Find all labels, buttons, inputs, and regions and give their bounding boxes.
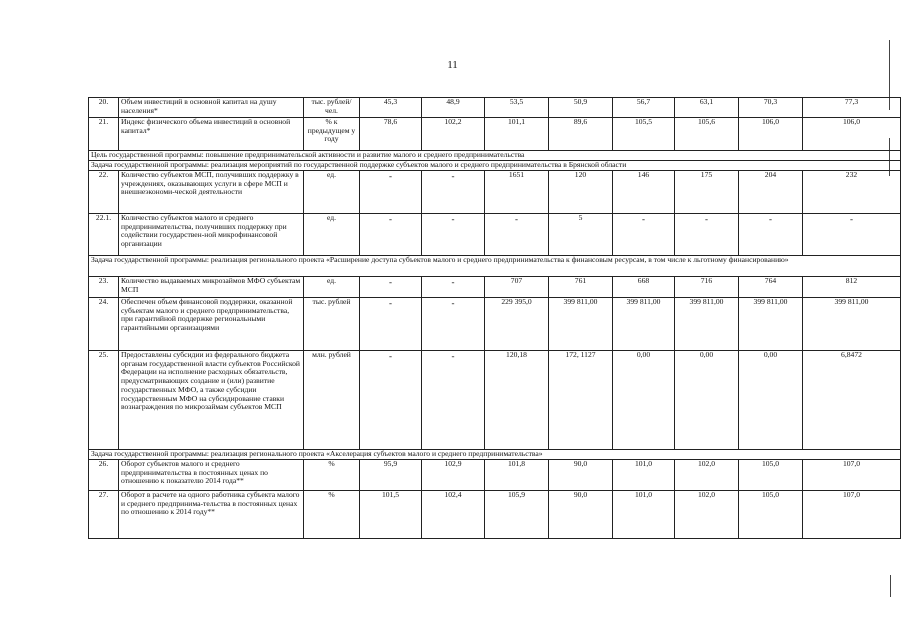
section-heading: Задача государственной программы: реализация регионального проекта «Акселерация субъектов малого и среднего предпринимательства» bbox=[89, 450, 901, 460]
section-heading: Задача государственной программы: реализация мероприятий по государственной поддержке субъектов малого и среднего предпринимательства в Брянской области bbox=[89, 161, 901, 171]
indicator-name: Предоставлены субсидии из федерального бюджета органам государственной власти субъектов Российской Федерации на исполнение расходных обязательств, предусматривающих создание и (или) развитие государственных МФО, а также субсидии государственным МФО на субсидирование ставки вознаграждения по микрозаймам субъектов МСП bbox=[119, 351, 304, 450]
value-cell: 399 811,00 bbox=[675, 298, 739, 351]
value-cell: 105,9 bbox=[485, 491, 549, 539]
value-cell: 812 bbox=[803, 277, 901, 298]
section-row bbox=[89, 161, 901, 171]
unit-cell: ед. bbox=[304, 171, 360, 214]
value-cell: 78,6 bbox=[360, 118, 422, 151]
value-cell: - bbox=[485, 214, 549, 256]
value-cell: 232 bbox=[803, 171, 901, 214]
value-cell: 101,0 bbox=[613, 491, 675, 539]
value-cell: 90,0 bbox=[549, 491, 613, 539]
value-cell: 120 bbox=[549, 171, 613, 214]
value-cell: 5 bbox=[549, 214, 613, 256]
value-cell: 102,2 bbox=[422, 118, 485, 151]
value-cell: 48,9 bbox=[422, 98, 485, 118]
value-cell: 101,8 bbox=[485, 460, 549, 491]
section-row bbox=[89, 256, 901, 277]
page-number: 11 bbox=[447, 59, 458, 71]
indicator-row bbox=[89, 277, 901, 298]
value-cell: 107,0 bbox=[803, 460, 901, 491]
value-cell: 45,3 bbox=[360, 98, 422, 118]
value-cell: 105,0 bbox=[739, 491, 803, 539]
unit-cell: млн. рублей bbox=[304, 351, 360, 450]
row-number: 23. bbox=[89, 277, 119, 298]
value-cell: 120,18 bbox=[485, 351, 549, 450]
row-number: 26. bbox=[89, 460, 119, 491]
value-cell: 172, 1127 bbox=[549, 351, 613, 450]
value-cell: - bbox=[675, 214, 739, 256]
indicator-name: Оборот в расчете на одного работника субъекта малого и среднего предпринима-тельства в постоянных ценах по отношению к 2014 году** bbox=[119, 491, 304, 539]
value-cell: - bbox=[360, 351, 422, 450]
value-cell: 102,9 bbox=[422, 460, 485, 491]
indicator-row bbox=[89, 171, 901, 214]
row-number: 21. bbox=[89, 118, 119, 151]
value-cell: 89,6 bbox=[549, 118, 613, 151]
value-cell: - bbox=[360, 277, 422, 298]
section-row bbox=[89, 151, 901, 161]
value-cell: 95,9 bbox=[360, 460, 422, 491]
unit-cell: ед. bbox=[304, 214, 360, 256]
value-cell: 399 811,00 bbox=[549, 298, 613, 351]
value-cell: 0,00 bbox=[613, 351, 675, 450]
value-cell: 761 bbox=[549, 277, 613, 298]
value-cell: 668 bbox=[613, 277, 675, 298]
value-cell: - bbox=[360, 171, 422, 214]
value-cell: 399 811,00 bbox=[803, 298, 901, 351]
value-cell: - bbox=[422, 277, 485, 298]
value-cell: 50,9 bbox=[549, 98, 613, 118]
value-cell: 0,00 bbox=[675, 351, 739, 450]
indicator-row bbox=[89, 460, 901, 491]
value-cell: 70,3 bbox=[739, 98, 803, 118]
value-cell: 399 811,00 bbox=[739, 298, 803, 351]
indicator-name: Объем инвестиций в основной капитал на душу населения* bbox=[119, 98, 304, 118]
value-cell: 101,0 bbox=[613, 460, 675, 491]
value-cell: 90,0 bbox=[549, 460, 613, 491]
indicator-row bbox=[89, 214, 901, 256]
indicator-row bbox=[89, 98, 901, 118]
value-cell: - bbox=[422, 351, 485, 450]
value-cell: 106,0 bbox=[803, 118, 901, 151]
value-cell: 204 bbox=[739, 171, 803, 214]
value-cell: 102,0 bbox=[675, 460, 739, 491]
value-cell: 229 395,0 bbox=[485, 298, 549, 351]
indicator-row bbox=[89, 118, 901, 151]
section-row bbox=[89, 450, 901, 460]
value-cell: 63,1 bbox=[675, 98, 739, 118]
value-cell: 106,0 bbox=[739, 118, 803, 151]
indicator-row bbox=[89, 491, 901, 539]
value-cell: 53,5 bbox=[485, 98, 549, 118]
unit-cell: тыс. рублей bbox=[304, 298, 360, 351]
value-cell: - bbox=[422, 298, 485, 351]
indicator-name: Индекс физического объема инвестиций в основной капитал* bbox=[119, 118, 304, 151]
row-number: 25. bbox=[89, 351, 119, 450]
row-number: 20. bbox=[89, 98, 119, 118]
unit-cell: ед. bbox=[304, 277, 360, 298]
row-number: 22. bbox=[89, 171, 119, 214]
value-cell: 101,1 bbox=[485, 118, 549, 151]
value-cell: 764 bbox=[739, 277, 803, 298]
value-cell: 707 bbox=[485, 277, 549, 298]
unit-cell: % bbox=[304, 491, 360, 539]
value-cell: 175 bbox=[675, 171, 739, 214]
value-cell: 399 811,00 bbox=[613, 298, 675, 351]
value-cell: - bbox=[422, 171, 485, 214]
indicator-name: Количество субъектов МСП, получивших поддержку в учреждениях, оказывающих услуги в сфере МСП и внешнеэкономи-ческой деятельности bbox=[119, 171, 304, 214]
indicator-row bbox=[89, 351, 901, 450]
unit-cell: тыс. рублей/чел. bbox=[304, 98, 360, 118]
indicators-table bbox=[88, 97, 901, 539]
value-cell: 102,0 bbox=[675, 491, 739, 539]
unit-cell: % bbox=[304, 460, 360, 491]
value-cell: 6,8472 bbox=[803, 351, 901, 450]
value-cell: 105,5 bbox=[613, 118, 675, 151]
value-cell: 105,0 bbox=[739, 460, 803, 491]
value-cell: 1651 bbox=[485, 171, 549, 214]
value-cell: 102,4 bbox=[422, 491, 485, 539]
row-number: 24. bbox=[89, 298, 119, 351]
value-cell: 107,0 bbox=[803, 491, 901, 539]
row-number: 27. bbox=[89, 491, 119, 539]
indicator-name: Количество выдаваемых микрозаймов МФО субъектам МСП bbox=[119, 277, 304, 298]
value-cell: - bbox=[613, 214, 675, 256]
value-cell: 56,7 bbox=[613, 98, 675, 118]
value-cell: 146 bbox=[613, 171, 675, 214]
value-cell: - bbox=[422, 214, 485, 256]
section-heading: Задача государственной программы: реализация регионального проекта «Расширение доступа субъектов малого и среднего предпринимательства к финансовым ресурсам, в том числе к льготному финансированию» bbox=[89, 256, 901, 277]
value-cell: 105,6 bbox=[675, 118, 739, 151]
row-number: 22.1. bbox=[89, 214, 119, 256]
value-cell: - bbox=[360, 214, 422, 256]
indicator-name: Оборот субъектов малого и среднего предпринимательства в постоянных ценах по отношению к показателю 2014 года** bbox=[119, 460, 304, 491]
value-cell: 77,3 bbox=[803, 98, 901, 118]
value-cell: - bbox=[360, 298, 422, 351]
value-cell: - bbox=[739, 214, 803, 256]
indicator-row bbox=[89, 298, 901, 351]
unit-cell: % к предыдущем у году bbox=[304, 118, 360, 151]
value-cell: 101,5 bbox=[360, 491, 422, 539]
value-cell: - bbox=[803, 214, 901, 256]
indicator-name: Количество субъектов малого и среднего предпринимательства, получивших поддержку при содействии государствен-ной микрофинансовой организации bbox=[119, 214, 304, 256]
margin-mark bbox=[890, 575, 891, 597]
section-heading: Цель государственной программы: повышение предпринимательской активности и развитие малого и среднего предпринимательства bbox=[89, 151, 901, 161]
value-cell: 716 bbox=[675, 277, 739, 298]
value-cell: 0,00 bbox=[739, 351, 803, 450]
indicator-name: Обеспечен объем финансовой поддержки, оказанной субъектам малого и среднего предпринимательства, при гарантийной поддержке региональными гарантийными организациями bbox=[119, 298, 304, 351]
